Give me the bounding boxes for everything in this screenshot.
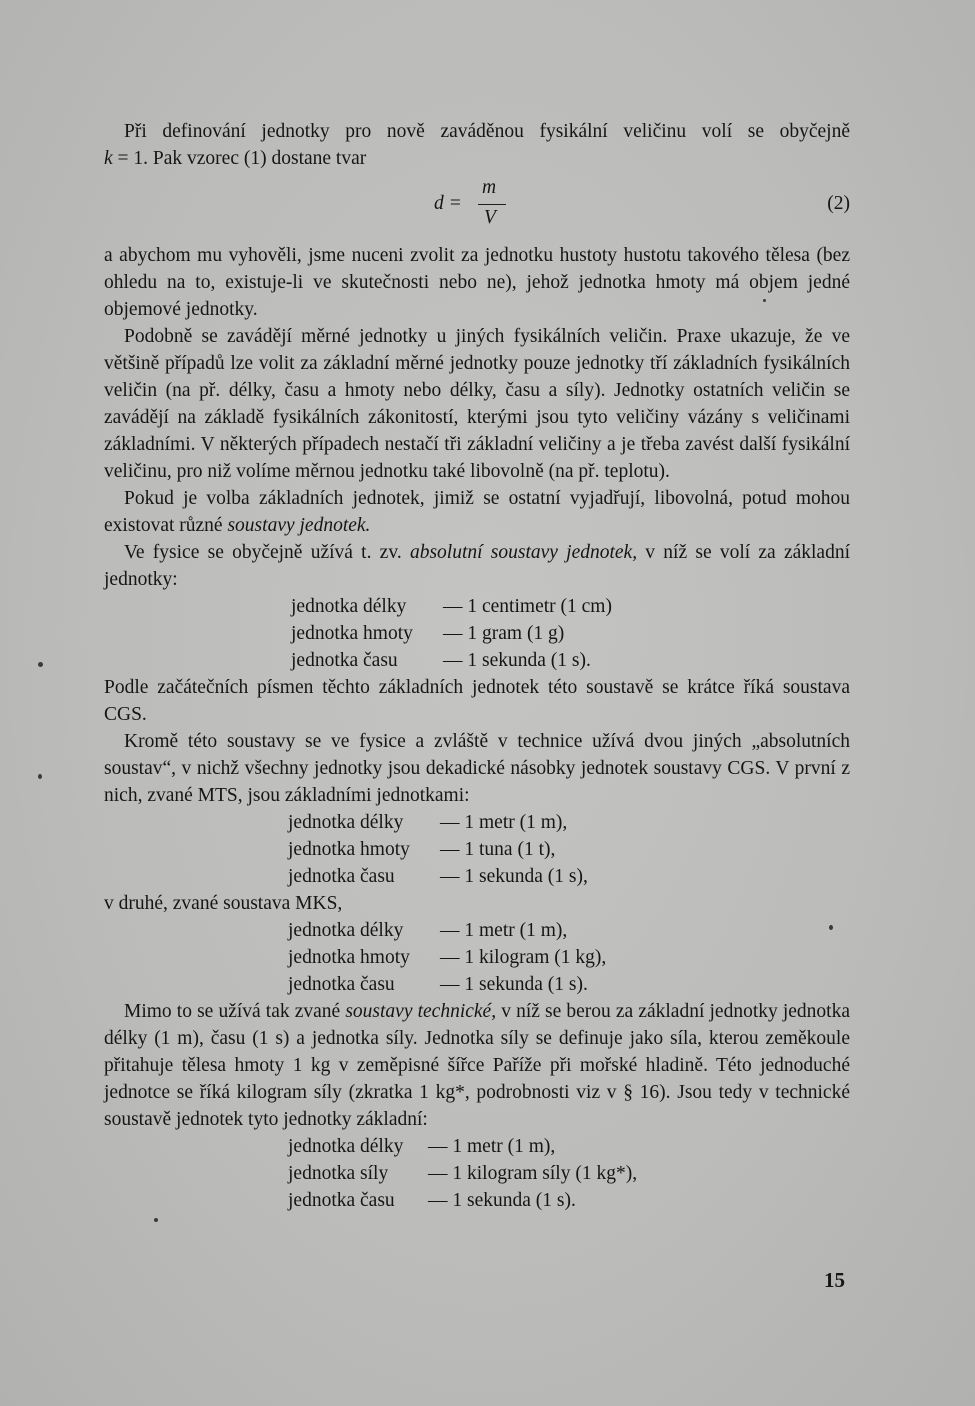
intro-line2-text: = 1. Pak vzorec (1) dostane tvar bbox=[112, 148, 367, 169]
unit-value: — 1 metr (1 m), bbox=[440, 920, 568, 941]
intro-line1-text: Při definování jednotky pro nově zaváděnou fysikální veličinu volí se obyčejně bbox=[124, 121, 850, 142]
unit-name: jednotka hmoty bbox=[291, 623, 413, 644]
list-item bbox=[288, 944, 850, 971]
paragraph-intro-line1 bbox=[104, 118, 850, 145]
absolute-system-text-a: Ve fysice se obyčejně užívá t. zv. bbox=[124, 542, 410, 563]
unit-value: — 1 sekunda (1 s), bbox=[440, 866, 588, 887]
unit-name: jednotka času bbox=[288, 866, 395, 887]
technical-units-list bbox=[288, 1133, 850, 1214]
list-item bbox=[288, 917, 850, 944]
paper-speck bbox=[154, 1218, 158, 1222]
list-item bbox=[288, 809, 850, 836]
paragraph-other-systems: Kromě této soustavy se ve fysice a zvláště v technice užívá dvou jiných „absolutních soustav“, v nichž všechny jednotky jsou dekadické násobky jednotek soustavy CGS. V první z nich, zvané MTS, jsou základními jednotkami: bbox=[104, 731, 850, 806]
unit-name: jednotka síly bbox=[288, 1163, 389, 1184]
page-text bbox=[104, 118, 850, 1214]
equation-number: (2) bbox=[827, 193, 850, 214]
unit-name: jednotka délky bbox=[288, 1136, 404, 1157]
paragraph-unit-systems bbox=[104, 485, 850, 539]
unit-value: — 1 centimetr (1 cm) bbox=[443, 596, 612, 617]
formula-density bbox=[104, 172, 850, 242]
absolute-system-emphasis: absolutní soustavy jednotek, bbox=[409, 542, 638, 563]
absolute-system-text-b: v níž se volí za základní jednotky: bbox=[104, 542, 850, 590]
list-item bbox=[291, 620, 850, 647]
technical-system-text-a: Mimo to se užívá tak zvané bbox=[124, 1001, 346, 1022]
formula-numerator: m bbox=[482, 177, 497, 198]
list-item bbox=[291, 593, 850, 620]
paragraph-base-quantities: Podobně se zavádějí měrné jednotky u jiných fysikálních veličin. Praxe ukazuje, že ve většině případů lze volit za základní měrné jednotky pouze jednotky tří základních fysikálních veličin (na př. délky, času a hmoty nebo délky, času a síly). Jednotky ostatních veličin se zavádějí na základě fysikálních zákonitostí, kterými jsou tyto veličiny vázány s veličinami základními. V některých případech nestačí tři základní veličiny a je třeba zavést další fysikální veličinu, pro niž volíme měrnou jednotku také libovolně (na př. teplotu). bbox=[104, 326, 850, 482]
mts-units-list bbox=[288, 809, 850, 890]
paper-speck bbox=[829, 925, 833, 930]
list-item bbox=[288, 863, 850, 890]
paragraph-mks: v druhé, zvané soustava MKS, bbox=[104, 893, 343, 914]
paragraph-cgs: Podle začátečních písmen těchto základních jednotek této soustavě se krátce říká soustava CGS. bbox=[104, 677, 850, 725]
unit-name: jednotka hmoty bbox=[288, 947, 410, 968]
list-item bbox=[288, 1133, 850, 1160]
list-item bbox=[291, 647, 850, 674]
paragraph-density-unit: a abychom mu vyhověli, jsme nuceni zvolit za jednotku hustoty hustotu takového tělesa (bez ohledu na to, existuje-li ve skutečnosti nebo ne), jehož jednotka hmoty má objem jedné objemové jednotky. bbox=[104, 245, 850, 320]
list-item bbox=[288, 836, 850, 863]
unit-name: jednotka délky bbox=[291, 596, 407, 617]
formula-fraction bbox=[434, 174, 544, 234]
unit-systems-emphasis: soustavy jednotek. bbox=[227, 515, 371, 536]
technical-system-emphasis: soustavy technické, bbox=[345, 1001, 497, 1022]
paragraph-absolute-system bbox=[104, 539, 850, 593]
unit-name: jednotka času bbox=[288, 1190, 395, 1211]
list-item bbox=[288, 1160, 850, 1187]
unit-value: — 1 tuna (1 t), bbox=[440, 839, 556, 860]
unit-value: — 1 sekunda (1 s). bbox=[428, 1190, 576, 1211]
unit-value: — 1 kilogram (1 kg), bbox=[440, 947, 607, 968]
unit-value: — 1 kilogram síly (1 kg*), bbox=[428, 1163, 638, 1184]
unit-name: jednotka hmoty bbox=[288, 839, 410, 860]
paragraph-intro-line2 bbox=[104, 145, 850, 172]
formula-denominator: V bbox=[484, 207, 496, 228]
variable-k: k bbox=[104, 148, 113, 169]
paper-speck bbox=[38, 662, 43, 667]
unit-name: jednotka času bbox=[291, 650, 398, 671]
mks-units-list bbox=[288, 917, 850, 998]
unit-value: — 1 gram (1 g) bbox=[443, 623, 565, 644]
unit-name: jednotka času bbox=[288, 974, 395, 995]
unit-value: — 1 metr (1 m), bbox=[428, 1136, 556, 1157]
unit-name: jednotka délky bbox=[288, 812, 404, 833]
formula-lhs: d = bbox=[434, 193, 462, 214]
paper-speck bbox=[763, 299, 766, 302]
unit-value: — 1 sekunda (1 s). bbox=[443, 650, 591, 671]
unit-systems-text: Pokud je volba základních jednotek, jimiž se ostatní vyjadřují, libovolná, potud mohou existovat různé bbox=[104, 488, 850, 536]
unit-name: jednotka délky bbox=[288, 920, 404, 941]
list-item bbox=[288, 1187, 850, 1214]
unit-value: — 1 sekunda (1 s). bbox=[440, 974, 588, 995]
paragraph-technical-system bbox=[104, 998, 850, 1133]
paper-speck bbox=[38, 774, 42, 779]
page-number: 15 bbox=[824, 1268, 845, 1292]
unit-value: — 1 metr (1 m), bbox=[440, 812, 568, 833]
technical-system-text-b: v níž se berou za základní jednotky jednotka délky (1 m), času (1 s) a jednotka síly. Jednotka síly se definuje jako síla, kterou zeměkoule přitahuje tělesa hmoty 1 kg v zeměpisné šířce Paříže při mořské hladině. Této jednoduché jednotce se říká kilogram síly (zkratka 1 kg*, podrobnosti viz v § 16). Jsou tedy v technické soustavě jednotek tyto jednotky základní: bbox=[104, 1001, 851, 1130]
cgs-units-list bbox=[291, 593, 850, 674]
list-item bbox=[288, 971, 850, 998]
